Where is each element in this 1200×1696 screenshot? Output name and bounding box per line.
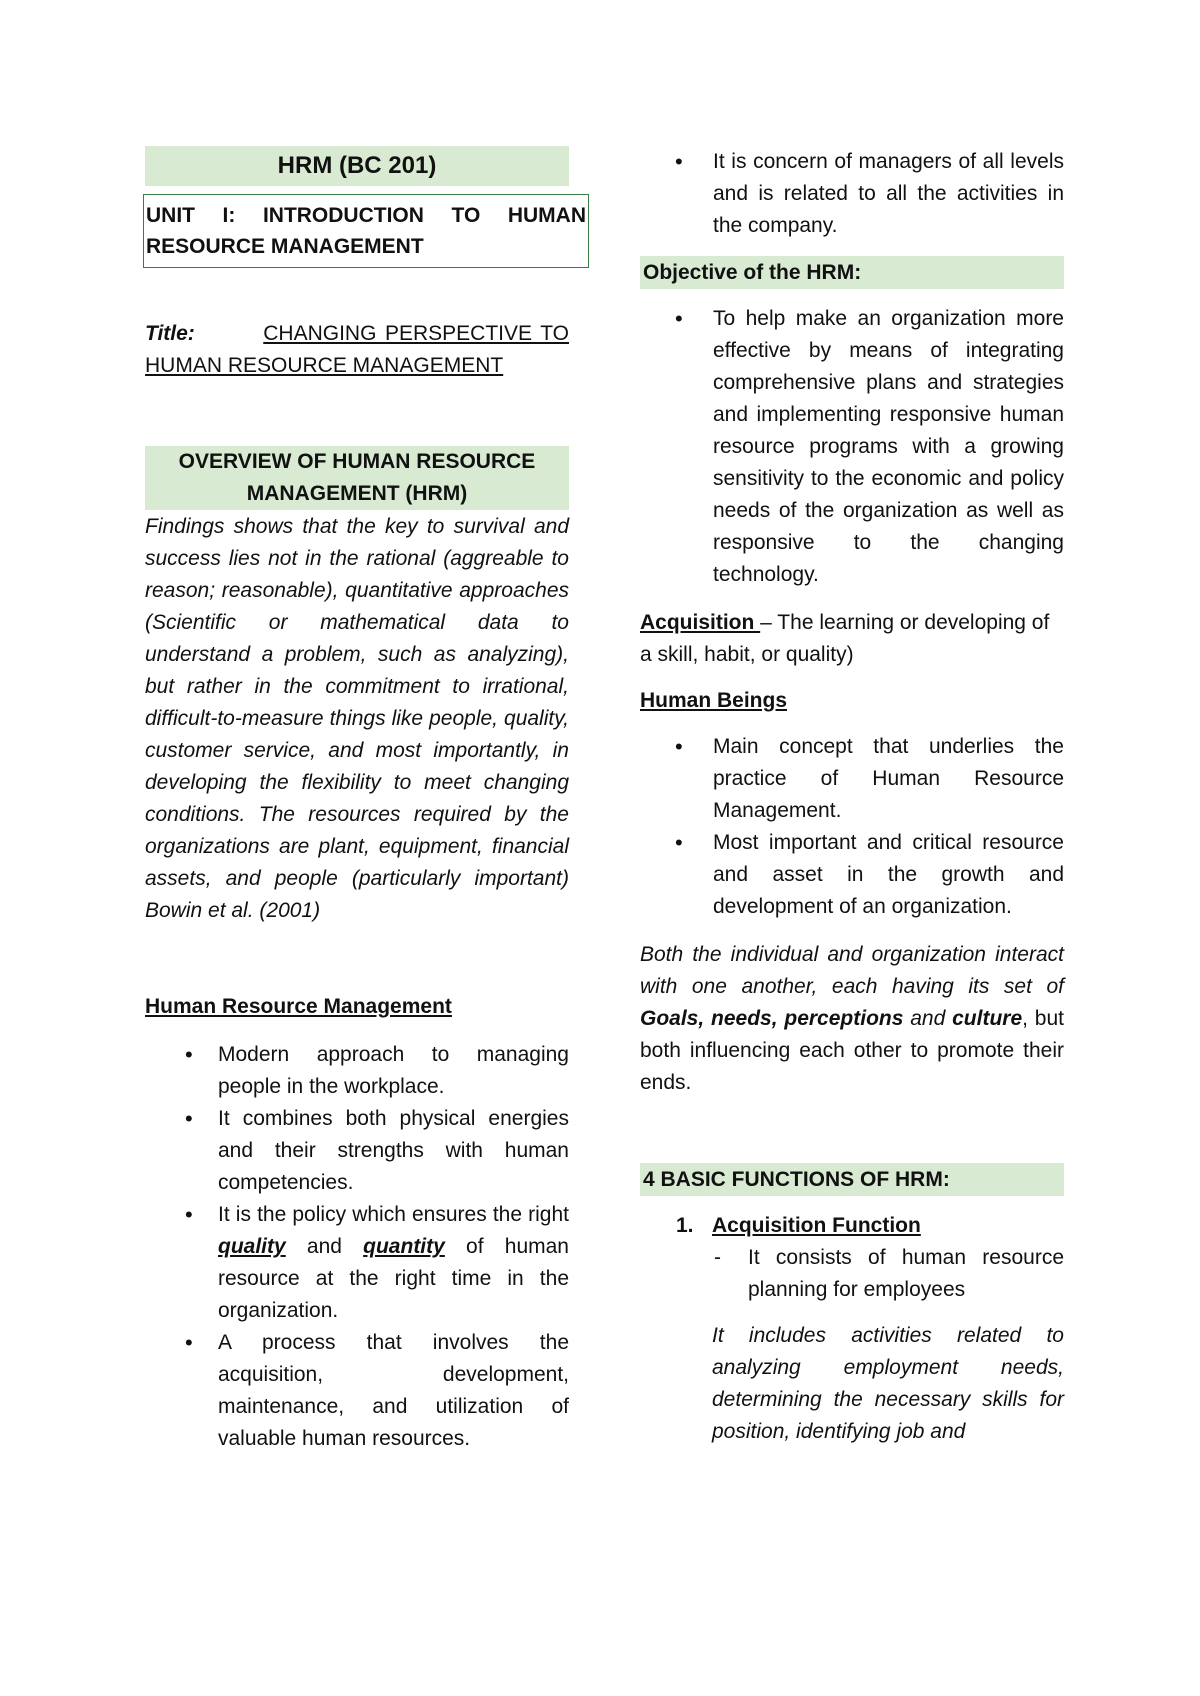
list-item: • Main concept that underlies the practice of Human Resource Management.	[640, 731, 1064, 827]
list-item: • It combines both physical energies and their strengths with human competencies.	[145, 1103, 569, 1199]
functions-list	[640, 1210, 1064, 1448]
list-item: • It is the policy which ensures the right quality and quantity of human resource at the right time in the organization.	[145, 1199, 569, 1327]
function-item-acquisition	[640, 1210, 1064, 1448]
function-number: 1.	[676, 1214, 694, 1237]
functions-heading: 4 BASIC FUNCTIONS OF HRM:	[640, 1163, 1064, 1196]
list-item: • Most important and critical resource and asset in the growth and development of an organization.	[640, 827, 1064, 923]
goals-term: Goals, needs, perceptions	[640, 1007, 904, 1030]
human-beings-bullet-list	[640, 731, 1064, 923]
concern-bullet-list	[640, 146, 1064, 242]
list-item: • A process that involves the acquisition, development, maintenance, and utilization of valuable human resources.	[145, 1327, 569, 1455]
right-column	[640, 146, 1064, 1448]
objective-heading: Objective of the HRM:	[640, 256, 1064, 289]
document-title	[145, 318, 569, 382]
overview-paragraph: Findings shows that the key to survival and success lies not in the rational (aggreable to reason; reasonable), quantitative approaches (Scientific or mathematical data to understand a problem, such as analyzing), but rather in the commitment to irrational, difficult-to-measure things like people, quality, customer service, and most importantly, in developing the flexibility to meet changing conditions. The resources required by the organizations are plant, equipment, financial assets, and people (particularly important) Bowin et al. (2001)	[145, 515, 569, 922]
quality-term: quality	[218, 1235, 286, 1258]
interaction-paragraph: Both the individual and organization interact with one another, each having its set of Goals, needs, perceptions and culture, but both influencing each other to promote their ends.	[640, 943, 1064, 1094]
quantity-term: quantity	[363, 1235, 445, 1258]
overview-heading: OVERVIEW OF HUMAN RESOURCE MANAGEMENT (HRM)	[145, 446, 569, 510]
acquisition-term: Acquisition	[640, 611, 761, 634]
objective-bullet-list	[640, 303, 1064, 591]
left-column	[145, 146, 586, 1455]
function-title: Acquisition Function	[712, 1214, 921, 1237]
title-label: Title:	[145, 322, 195, 345]
list-item: • It is concern of managers of all levels and is related to all the activities in the company.	[640, 146, 1064, 242]
culture-term: culture	[952, 1007, 1023, 1030]
title-text: CHANGING PERSPECTIVE TO HUMAN RESOURCE MANAGEMENT	[145, 322, 569, 377]
human-beings-heading: Human Beings	[640, 689, 788, 712]
hrm-bullet-list	[145, 1039, 569, 1455]
dash-marker: -	[714, 1246, 721, 1269]
hrm-heading: Human Resource Management	[145, 995, 452, 1018]
acquisition-definition: Acquisition – The learning or developing of a skill, habit, or quality)	[640, 611, 1050, 666]
list-item: • To help make an organization more effective by means of integrating comprehensive plans and strategies and implementing responsive human resource programs with a growing sensitivity to the economic and policy needs of the organization as well as responsive to the changing technology.	[640, 303, 1064, 591]
function-subitem: - It consists of human resource planning for employees	[712, 1242, 1064, 1306]
list-item: • Modern approach to managing people in the workplace.	[145, 1039, 569, 1103]
function-description: It includes activities related to analyzing employment needs, determining the necessary skills for position, identifying job and	[712, 1324, 1064, 1443]
course-title: HRM (BC 201)	[145, 146, 569, 186]
unit-title-box: UNIT I: INTRODUCTION TO HUMAN RESOURCE MANAGEMENT	[143, 194, 589, 268]
